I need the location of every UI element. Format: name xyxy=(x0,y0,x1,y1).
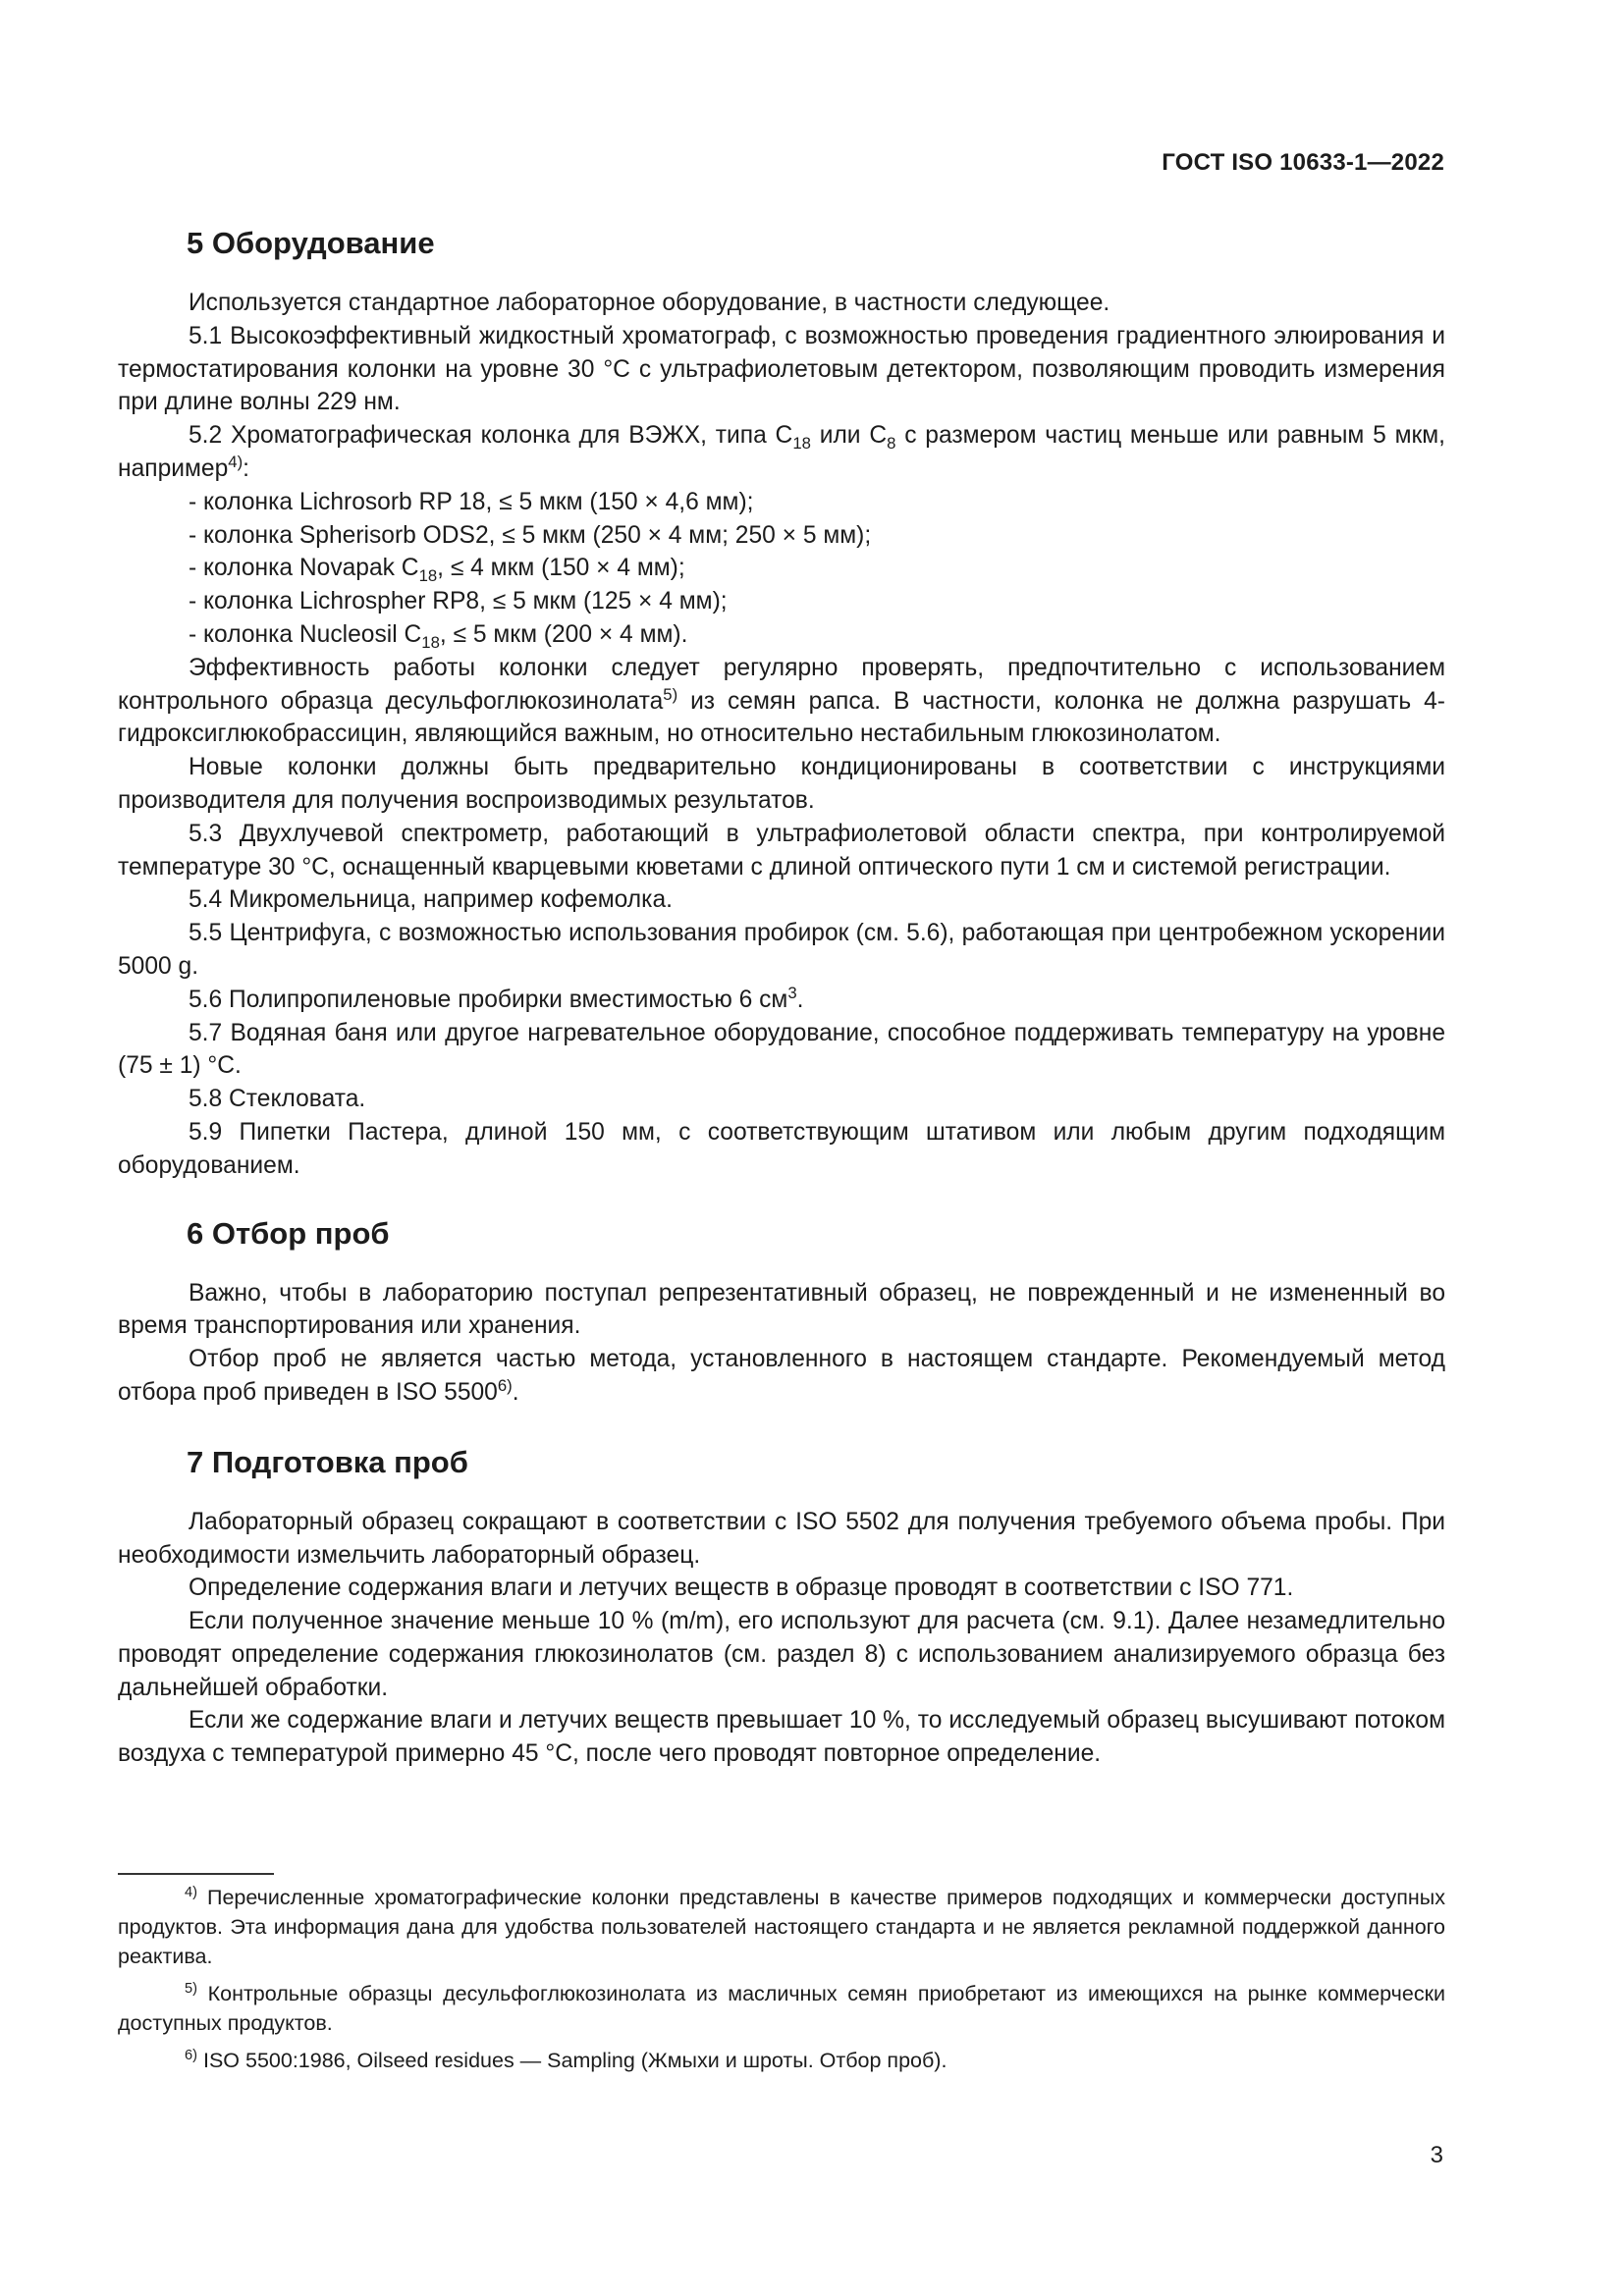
clause-5-3: 5.3 Двухлучевой спектрометр, работающий в ультрафиолетовой области спектра, при контролируемой температуре 30 °C, оснащенный кварцевыми кюветами с длиной оптического пути 1 см и системой регистрации. xyxy=(118,820,1445,881)
clause-5-2-text: : xyxy=(243,454,249,482)
column-list-item xyxy=(118,552,1445,585)
footnote-separator xyxy=(118,1873,274,1875)
superscript: 3 xyxy=(787,983,797,1002)
subscript: 8 xyxy=(887,434,896,454)
section-7-paragraph-1: Лабораторный образец сокращают в соответствии с ISO 5502 для получения требуемого объема пробы. При необходимости измельчить лабораторный образец. xyxy=(118,1508,1445,1569)
section-6-title: 6 Отбор проб xyxy=(187,1215,390,1251)
section-7-paragraph-4: Если же содержание влаги и летучих веществ превышает 10 %, то исследуемый образец высушивают потоком воздуха с температурой примерно 45 °C, после чего проводят повторное определение. xyxy=(118,1707,1445,1768)
page-number: 3 xyxy=(1430,2142,1443,2168)
clause-5-2-text: 5.2 Хроматографическая колонка для ВЭЖХ, типа С xyxy=(189,422,793,450)
column-list-item xyxy=(118,585,1445,618)
clause-5-6-text: 5.6 Полипропиленовые пробирки вместимостью 6 см xyxy=(189,986,788,1013)
paragraph-text: . xyxy=(512,1378,519,1406)
section-5-intro: Используется стандартное лабораторное оборудование, в частности следующее. xyxy=(189,290,1110,316)
footnote-text: Контрольные образцы десульфоглюкозинолата из масличных семян приобретают из имеющихся на рынке коммерчески доступных продуктов. xyxy=(118,1982,1445,2035)
footnote-mark: 6) xyxy=(185,2047,197,2063)
footnote-ref-4: 4) xyxy=(228,452,244,471)
column-efficiency-paragraph xyxy=(118,652,1445,751)
clause-5-8: 5.8 Стекловата. xyxy=(189,1086,366,1113)
footnote-ref-5: 5) xyxy=(663,684,678,704)
subscript: 18 xyxy=(418,566,438,586)
list-item-text: , ≤ 4 мкм (150 × 4 мм); xyxy=(437,555,685,582)
list-item-text: - колонка Spherisorb ODS2, ≤ 5 мкм (250 × 4 мм; 250 × 5 мм); xyxy=(189,521,872,549)
paragraph-text: Отбор проб не является частью метода, установленного в настоящем стандарте. Рекомендуемый метод отбора проб приведен в ISO 5500 xyxy=(118,1346,1445,1406)
section-7-title: 7 Подготовка проб xyxy=(187,1444,468,1479)
clause-5-1: 5.1 Высокоэффективный жидкостный хроматограф, с возможностью проведения градиентного элюирования и термостатирования колонки на уровне 30 °C с ультрафиолетовым детектором, позволяющим проводить измерения при длине волны 229 нм. xyxy=(118,322,1445,416)
list-item-text: - колонка Lichrosorb RP 18, ≤ 5 мкм (150 × 4,6 мм); xyxy=(189,488,754,515)
list-item-text: , ≤ 5 мкм (200 × 4 мм). xyxy=(439,620,688,648)
clause-5-4: 5.4 Микромельница, например кофемолка. xyxy=(189,886,673,914)
section-7-paragraph-2: Определение содержания влаги и летучих веществ в образце проводят в соответствии с ISO 771. xyxy=(189,1575,1294,1602)
column-list-item xyxy=(118,486,1445,519)
list-item-text: - колонка Lichrospher RP8, ≤ 5 мкм (125 × 4 мм); xyxy=(189,588,728,615)
paragraph-text: из семян рапса. В частности, колонка не должна разрушать 4-гидроксиглюкобрассицин, являющийся важным, но относительно нестабильным глюкозинолатом. xyxy=(118,687,1445,748)
subscript: 18 xyxy=(792,434,811,454)
main-content xyxy=(118,224,1445,1771)
footnotes xyxy=(118,1883,1445,2083)
footnote-text: ISO 5500:1986, Oilseed residues — Sampling (Жмыхи и шроты. Отбор проб). xyxy=(197,2049,947,2072)
clause-5-2-text: или С xyxy=(810,422,888,450)
clause-5-2 xyxy=(118,419,1445,486)
footnote-6 xyxy=(118,2046,1445,2075)
footnote-text: Перечисленные хроматографические колонки представлены в качестве примеров подходящих и коммерчески доступных продуктов. Эта информация дана для удобства пользователей настоящего стандарта и не является рекламной поддержкой данного реактива. xyxy=(118,1886,1445,1968)
clause-5-2-text: с размером частиц меньше или равным 5 мкм, например xyxy=(118,422,1445,482)
section-5-title: 5 Оборудование xyxy=(187,226,435,260)
new-columns-paragraph: Новые колонки должны быть предварительно кондиционированы в соответствии с инструкциями производителя для получения воспроизводимых результатов. xyxy=(118,754,1445,814)
list-item-text: - колонка Nucleosil C xyxy=(189,620,422,648)
footnote-ref-6: 6) xyxy=(497,1375,513,1395)
paragraph-text: Эффективность работы колонки следует регулярно проверять, предпочтительно с использованием контрольного образца десульфоглюкозинолата xyxy=(118,654,1445,715)
subscript: 18 xyxy=(421,632,440,652)
footnote-5 xyxy=(118,1979,1445,2038)
section-7-paragraph-3: Если полученное значение меньше 10 % (m/m), его используют для расчета (см. 9.1). Далее незамедлительно проводят определение содержания глюкозинолатов (см. раздел 8) с использованием анализируемого образца без дальнейшей обработки. xyxy=(118,1608,1445,1701)
clause-5-5: 5.5 Центрифуга, с возможностью использования пробирок (см. 5.6), работающая при центробежном ускорении 5000 g. xyxy=(118,920,1445,980)
column-list-item xyxy=(118,618,1445,652)
column-list-item xyxy=(118,519,1445,553)
footnote-mark: 5) xyxy=(185,1980,197,1997)
clause-5-9: 5.9 Пипетки Пастера, длиной 150 мм, с соответствующим штативом или любым другим подходящим оборудованием. xyxy=(118,1118,1445,1179)
clause-5-6 xyxy=(118,984,1445,1017)
clause-5-7: 5.7 Водяная баня или другое нагревательное оборудование, способное поддерживать температуру на уровне (75 ± 1) °С. xyxy=(118,1019,1445,1080)
document-id-header: ГОСТ ISO 10633-1—2022 xyxy=(1162,149,1444,176)
section-6-paragraph-1: Важно, чтобы в лабораторию поступал репрезентативный образец, не поврежденный и не измененный во время транспортирования или хранения. xyxy=(118,1279,1445,1340)
list-item-text: - колонка Novapak C xyxy=(189,555,419,582)
footnote-mark: 4) xyxy=(185,1884,197,1900)
footnote-4 xyxy=(118,1883,1445,1971)
section-6-paragraph-2 xyxy=(118,1343,1445,1410)
clause-5-6-text: . xyxy=(796,986,804,1013)
